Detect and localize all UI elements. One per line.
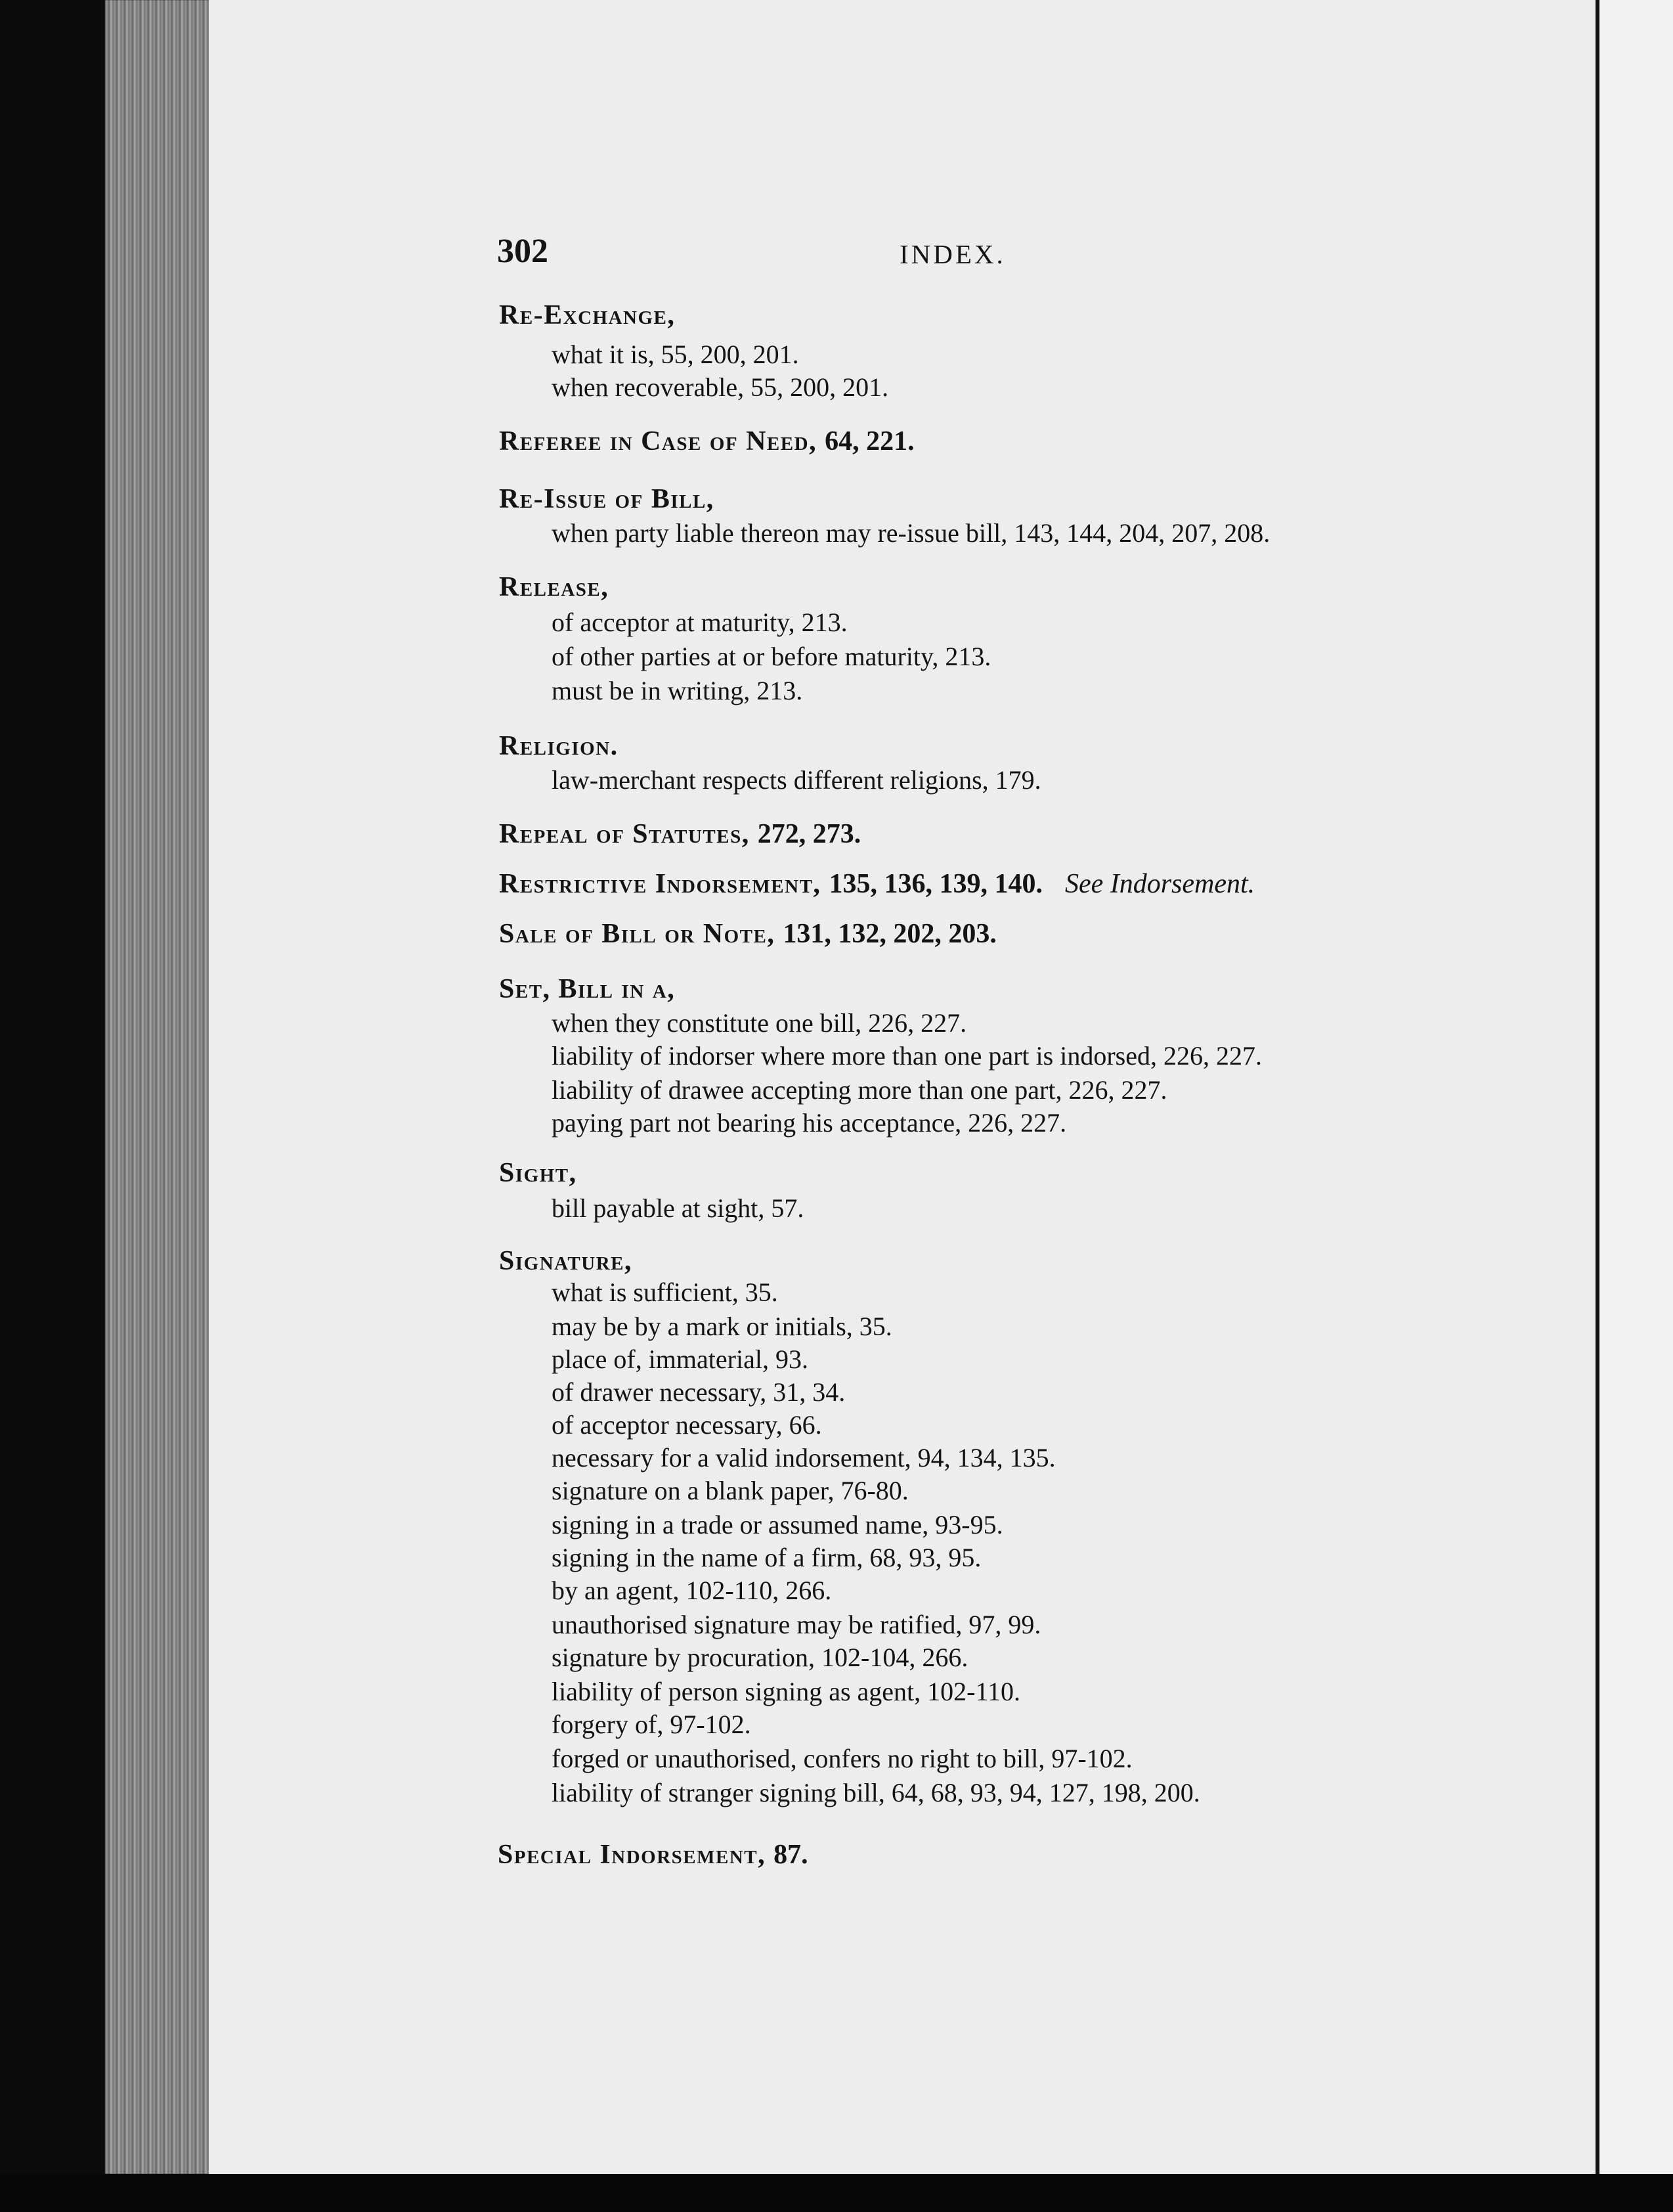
index-heading: [499, 570, 609, 604]
heading-refs: 64, 221.: [825, 426, 915, 456]
page-header: [497, 229, 1088, 275]
book-page-edges: [105, 0, 217, 2174]
index-subentry: when recoverable, 55, 200, 201.: [552, 372, 889, 402]
index-subentry: law-merchant respects different religions, 179.: [552, 765, 1041, 795]
index-subentry: signing in a trade or assumed name, 93-95.: [552, 1510, 1003, 1539]
heading-refs: 87.: [773, 1840, 808, 1870]
heading-text: Referee in Case of Need,: [499, 426, 817, 456]
index-heading: [499, 817, 861, 851]
index-heading: [499, 424, 915, 458]
index-subentry: liability of drawee accepting more than one part, 226, 227.: [552, 1075, 1167, 1105]
index-subentry: liability of indorser where more than one part is indorsed, 226, 227.: [552, 1041, 1262, 1071]
index-subentry: may be by a mark or initials, 35.: [552, 1312, 892, 1341]
index-heading: [499, 482, 714, 516]
heading-text: Release,: [499, 572, 609, 602]
heading-text: Restrictive Indorsement,: [499, 869, 821, 899]
index-subentry: liability of stranger signing bill, 64, 68, 93, 94, 127, 198, 200.: [552, 1778, 1200, 1807]
heading-text: Re-Issue of Bill,: [499, 484, 714, 514]
index-subentry: of other parties at or before maturity, 213.: [552, 642, 991, 671]
index-subentry: signature by procuration, 102-104, 266.: [552, 1643, 968, 1672]
index-heading: [499, 1244, 632, 1278]
index-subentry: place of, immaterial, 93.: [552, 1344, 808, 1374]
index-subentry: of acceptor at maturity, 213.: [552, 608, 848, 637]
index-subentry: what it is, 55, 200, 201.: [552, 340, 799, 369]
index-subentry: when they constitute one bill, 226, 227.: [552, 1008, 967, 1038]
index-subentry: bill payable at sight, 57.: [552, 1193, 804, 1223]
heading-text: Sight,: [499, 1158, 577, 1188]
index-heading: [499, 298, 675, 332]
index-heading: [499, 1156, 577, 1190]
heading-text: Re-Exchange,: [499, 300, 676, 330]
index-subentry: forgery of, 97-102.: [552, 1710, 751, 1739]
page-number: 302: [497, 232, 548, 270]
index-subentry: signing in the name of a firm, 68, 93, 95.: [552, 1543, 982, 1572]
heading-text: Set, Bill in a,: [499, 974, 676, 1004]
index-heading: [499, 729, 619, 763]
heading-text: Sale of Bill or Note,: [499, 919, 775, 949]
scan-border: [0, 2174, 1673, 2212]
heading-text: Special Indorsement,: [498, 1840, 766, 1870]
running-head: INDEX.: [900, 239, 1006, 269]
index-subentry: forged or unauthorised, confers no right to bill, 97-102.: [552, 1744, 1133, 1773]
heading-text: Religion.: [499, 731, 619, 761]
heading-refs: 131, 132, 202, 203.: [783, 919, 997, 949]
heading-refs: 135, 136, 139, 140.: [829, 869, 1043, 899]
index-subentry: necessary for a valid indorsement, 94, 134, 135.: [552, 1443, 1056, 1472]
index-subentry: of acceptor necessary, 66.: [552, 1410, 822, 1440]
index-subentry: what is sufficient, 35.: [552, 1277, 778, 1307]
index-heading: [499, 972, 675, 1006]
index-subentry: signature on a blank paper, 76-80.: [552, 1476, 909, 1505]
heading-refs: 272, 273.: [757, 819, 861, 849]
index-subentry: liability of person signing as agent, 102-110.: [552, 1677, 1020, 1706]
index-subentry: by an agent, 102-110, 266.: [552, 1576, 832, 1605]
see-reference: See Indorsement.: [1064, 869, 1255, 899]
index-heading: [498, 1838, 808, 1872]
index-heading: [499, 917, 997, 951]
index-subentry: unauthorised signature may be ratified, 97, 99.: [552, 1610, 1041, 1639]
index-subentry: of drawer necessary, 31, 34.: [552, 1377, 846, 1407]
index-subentry: when party liable thereon may re-issue bill, 143, 144, 204, 207, 208.: [552, 518, 1271, 548]
heading-text: Repeal of Statutes,: [499, 819, 750, 849]
index-subentry: must be in writing, 213.: [552, 676, 803, 705]
index-subentry: paying part not bearing his acceptance, 226, 227.: [552, 1108, 1067, 1138]
facing-page-strip: [1599, 0, 1673, 2174]
heading-text: Signature,: [499, 1246, 633, 1276]
index-heading: [499, 867, 1255, 901]
